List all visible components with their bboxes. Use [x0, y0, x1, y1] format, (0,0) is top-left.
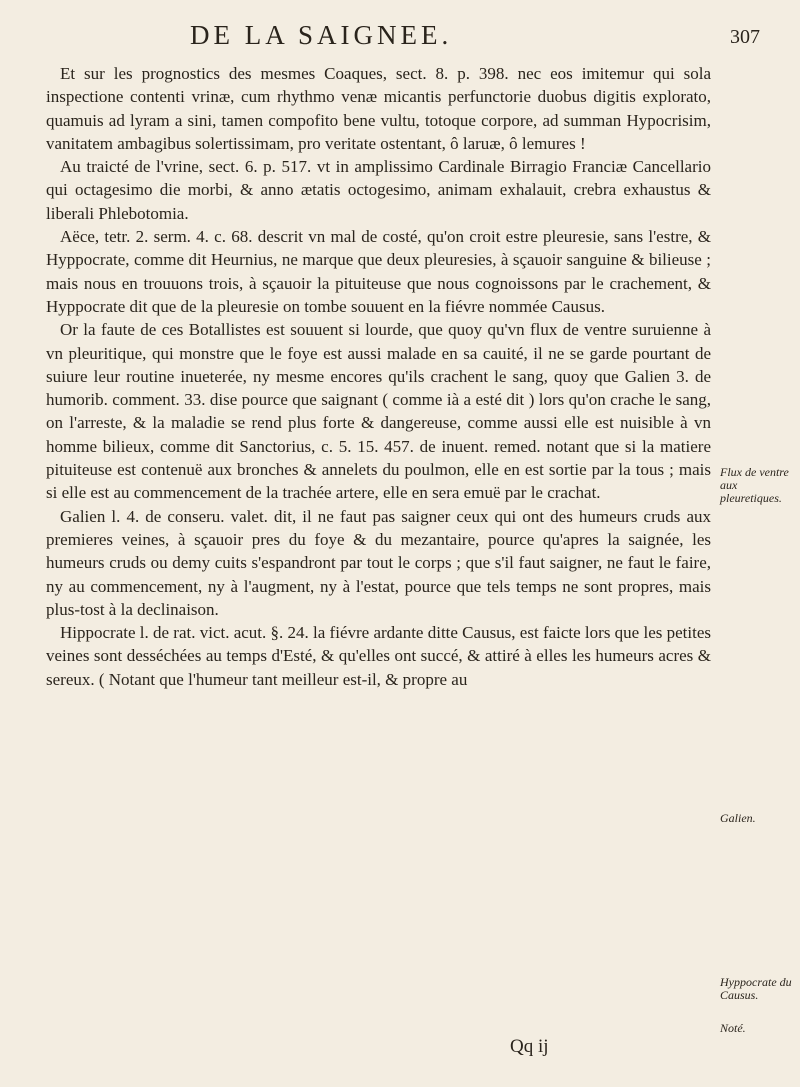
margin-note-note: Noté. — [720, 1021, 746, 1035]
paragraph-6: Hippocrate l. de rat. vict. acut. §. 24. la fiévre ardante ditte Causus, est faicte lors que les petites veines sont desséchées au temps d'Esté, & qu'elles ont succé, & attiré à elles les humeurs acres & sereux. ( Notant que l'humeur tant meilleur est-il, & propre au — [46, 623, 711, 689]
page-header — [60, 20, 760, 60]
margin-note-galien: Galien. — [720, 811, 756, 825]
signature-mark: Qq ij — [510, 1036, 549, 1057]
margin-note-flux: Flux de ventre aux pleuretiques. — [720, 465, 789, 505]
paragraph-5: Galien l. 4. de conseru. valet. dit, il ne faut pas saigner ceux qui ont des humeurs cruds aux premieres veines, à sçauoir pres du foye & du mezantaire, pource qu'apres la saignée, les humeurs cruds ou demy cuits s'espandront par tout le corps ; que s'il faut saigner, ne faut le faire, ny au commencement, ny à l'augment, ny à l'estat, pource que tels temps ne sont propres, mais plus-tost à la declinaison. — [46, 506, 711, 619]
paragraph-1: Et sur les prognostics des mesmes Coaques, sect. 8. p. 398. nec eos imitemur qui sola inspectione contenti vrinæ, cum rhythmo venæ micantis perfunctorie duobus digitis explorato, quamuis ad lyram a sini, tamen compofito bene vultu, totoque corpore, ad summan Hypocrisim, vanitatem ambagibus solertissimam, pro veritate ostentant, ô laruæ, ô lemures ! — [46, 64, 711, 153]
paragraph-2: Au traicté de l'vrine, sect. 6. p. 517. vt in amplissimo Cardinale Birragio Franciæ Cancellario qui octagesimo die morbi, & anno ætatis octogesimo, animam exhalauit, crebra exhaustus & liberali Phlebotomia. — [46, 157, 711, 223]
running-title: DE LA SAIGNEE. — [190, 20, 453, 50]
paragraph-4: Or la faute de ces Botallistes est souuent si lourde, que quoy qu'vn flux de ventre suruienne à vn pleuritique, qui monstre que le foye est aussi malade en sa cauité, il ne se garde pourtant de suiure leur routine inueterée, ny mesme encores qu'ils crachent le sang, quoy que Galien 3. de humorib. comment. 33. dise pource que saignant ( comme ià a esté dit ) lors qu'on crache le sang, on l'arreste, & la maladie se rend plus forte & dangereuse, comme aussi elle est nuisible à vn homme bilieux, comme dit Sanctorius, c. 5. 15. 457. de inuent. remed. notant que si la matiere pituiteuse est contenuë aux bronches & annelets du poulmon, elle en est sortie par la tous ; mais si elle est au commencement de la trachée artere, elle en sera emuë par le crachat. — [46, 320, 711, 503]
page-number: 307 — [730, 26, 760, 48]
paragraph-3: Aëce, tetr. 2. serm. 4. c. 68. descrit vn mal de costé, qu'on croit estre pleuresie, sans l'estre, & Hyppocrate, comme dit Heurnius, ne marque que deux pleuresies, à sçauoir sanguine & bilieuse ; mais nous en trouuons trois, à sçauoir la pituiteuse que nous cognoissons par le crachement, & Hyppocrate dit que de la pleuresie on tombe souuent en la fiévre nommée Causus. — [46, 227, 711, 316]
body-text — [46, 62, 711, 691]
margin-note-hyppocrate: Hyppocrate du Causus. — [720, 975, 792, 1002]
